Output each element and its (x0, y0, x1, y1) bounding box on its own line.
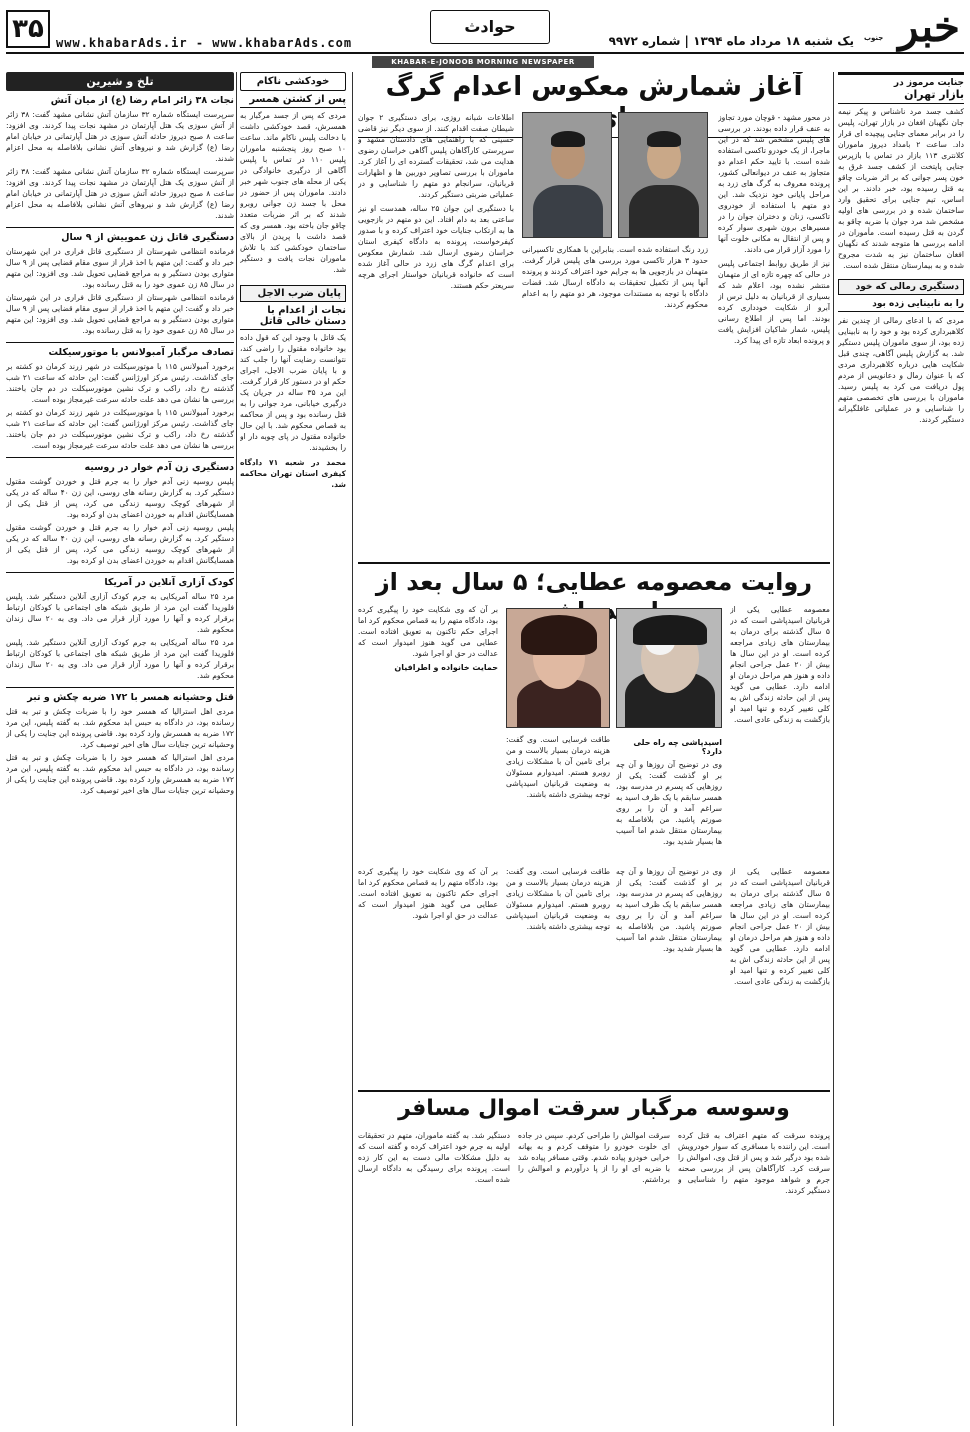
lead-body-b: اطلاعات شبانه روزی، برای دستگیری ۲ جوان شیطان صفت اقدام کنند. از سوی دیگر نیز قاضی حسینی که با راهنمایی های دادستان مشهد و سرپرستی کارآگاهان پلیس آگاهی خراسان رضوی هدایت می شد، تحقیقات گسترده ای را آغاز کرد. ماموران با بررسی تصاویر دوربین ها و اظهارات قربانیان، سرانجام دو متهم را شناسایی و در عملیاتی ضربتی دستگیر کردند. (358, 113, 514, 199)
left-item-body: فرمانده انتظامی شهرستان از دستگیری قاتل فراری در این شهرستان خبر داد و گفت: این متهم با اخذ قرار از سوی مقام قضایی پس از ۹ سال متواری بودن دستگیر و به مراجع قضایی تحویل شد. وی افزود: این متهم در سال ۸۵ زن عموی خود را به قتل رسانده بود. (6, 247, 234, 289)
logo-word: خبر (898, 2, 960, 51)
newspaper-logo (860, 4, 964, 54)
site-url[interactable]: www.khabarAds.ir - www.khabarAds.com (56, 36, 353, 50)
third-headline: وسوسه مرگبار سرقت اموال مسافر (398, 1096, 790, 1121)
victim-photo-1 (616, 608, 722, 728)
mid-inset: محمد در شعبه ۷۱ دادگاه کیفری استان تهران محاکمه شد. (240, 458, 346, 489)
left-brand: تلخ و شیرین (6, 72, 234, 91)
left-item-body: سرپرست ایستگاه شماره ۳۲ سازمان آتش نشانی مشهد گفت: ۳۸ زائر از آتش سوزی یک هتل آپارتمان در مشهد نجات پیدا کردند. وی افزود: ساعت ۸ صبح دیروز حادثه آتش سوزی در هتل آپارتمانی در خیابان امام رضا (ع) گزارش شد و نیروهای آتش نشانی بلافاصله به محل اعزام شدند. (6, 110, 234, 163)
lead-story (358, 72, 830, 560)
second-story-continued (358, 866, 830, 1088)
lead-body-a: در محور مشهد - قوچان مورد تجاوز به عنف قرار داده بودند. در بررسی های پلیس مشخص شد که در این ماجرا، از یک خودرو تاکسی استفاده شده است. با تایید حکم اعدام دو متجاوز به عنف در دیوانعالی کشور، پرونده معروف به گرگ های زرد به مراحل پایانی خود نزدیک شد. این دو متهم با استفاده از خودروی تاکسی، زنان و دختران جوان را در مسیرهای برون شهری سوار کرده و پس از انتقال به مکانی خلوت آنها را مورد آزار قرار می دادند. (718, 113, 830, 254)
left-item-title: قتل وحشیانه همسر با ۱۷۲ ضربه چکش و تبر (6, 687, 234, 703)
mid-kicker-2: پایان ضرب الاجل (240, 285, 346, 302)
second-continued-col-4: بر آن که وی شکایت خود را پیگیری کرده بود، دادگاه متهم را به قصاص محکوم کرد اما اجرای حکم تاکنون به تعویق افتاده است. عطایی می گوید هنوز امیدوار است که عدالت در حق او اجرا شود. (358, 867, 498, 920)
third-story (358, 1090, 830, 1426)
right-body: کشف جسد مرد ناشناس و پیکر نیمه جان نگهبان افغان در بازار تهران، پلیس را در برابر معمای جنایی پیچیده ای قرار داد. ساعت ۲ بامداد دیروز ماموران کلانتری ۱۱۳ بازار در تماس با بازپرس جنایی پایتخت از کشف جسد غرق به خون پسر جوانی که بر اثر ضربات چاقو به قتل رسیده بود، خبر دادند. بر این اساس، تیم جنایی برای تحقیق وارد ساختمان شده و در بررسی های اولیه مشخص شد مرد جوان با ضربه چاقو به گردن به قتل رسیده است. مأموران در ادامه بررسی ها متوجه شدند که نگهبان افغان ساختمان نیز به شدت مجروح شده و به بیمارستان منتقل شده است. (838, 107, 964, 270)
left-item-body-continued: مرد ۲۵ ساله آمریکایی به جرم کودک آزاری آنلاین دستگیر شد. پلیس فلوریدا گفت این مرد از طریق شبکه های اجتماعی با کودکان ارتباط برقرار کرده و آنها را مورد آزار قرار می داد. وی به ۲۰ سال زندان محکوم شد. (6, 638, 234, 680)
right-title: بازار تهران (838, 88, 964, 104)
suspect-photo-2 (522, 112, 612, 238)
left-item-title: نجات ۳۸ زائر امام رضا (ع) از میان آتش (50, 95, 234, 106)
third-body-a: پرونده سرقت که متهم اعتراف به قتل کرده است. این راننده با مسافری که سوار خودرویش شده بود درگیر شد و پس از قتل وی، اموالش را سرقت کرد. کارآگاهان پس از بررسی صحنه جرم و شواهد موجود متهم را شناسایی و دستگیر کردند. (678, 1131, 830, 1195)
left-item-body: پلیس روسیه زنی آدم خوار را به جرم قتل و خوردن گوشت مقتول دستگیر کرد. به گزارش رسانه های روسی، این زن ۴۰ ساله که در یکی از شهرهای کوچک روسیه زندگی می کرد، پس از قتل یکی از همسایگانش اقدام به خوردن اعضای بدن او کرده بود. (6, 477, 234, 519)
right-second-title: دستگیری رمالی که خود (838, 279, 964, 295)
logo-sub: جنوب (864, 34, 884, 42)
right-kicker: جنایت مرموز در (893, 78, 964, 88)
mid-body-2: یک قاتل با وجود این که قول داده بود خانواده مقتول را راضی کند، نتوانست رضایت آنها را جلب کند و با پایان ضرب الاجل، اجرای حکم او در دستور کار قرار گرفت. این مرد ۳۵ ساله در جریان یک درگیری خیابانی، مرد جوانی را به قتل رسانده بود و پس از محاکمه به قصاص محکوم شد. با این حال خانواده مقتول در پای چوبه دار او را بخشیدند. (240, 333, 346, 452)
issue-line: یک شنبه ۱۸ مرداد ماه ۱۳۹۴ | شماره ۹۹۷۲ (608, 34, 854, 48)
left-item-body-continued: سرپرست ایستگاه شماره ۳۲ سازمان آتش نشانی مشهد گفت: ۳۸ زائر از آتش سوزی یک هتل آپارتمان در مشهد نجات پیدا کردند. وی افزود: ساعت ۸ صبح دیروز حادثه آتش سوزی در هتل آپارتمانی در خیابان امام رضا (ع) گزارش شد و نیروهای آتش نشانی بلافاصله به محل اعزام شدند. (6, 167, 234, 220)
third-body-c: دستگیر شد. به گفته ماموران، متهم در تحقیقات اولیه به جرم خود اعتراف کرده و گفته است که به دلیل مشکلات مالی دست به این کار زده است. پرونده برای رسیدگی به دادگاه ارسال شده است. (358, 1131, 510, 1184)
second-body-c: طاقت فرسایی است. وی گفت: هزینه درمان بسیار بالاست و من برای تامین آن با مشکلات زیادی روبرو هستم. امیدوارم مسئولان به وضعیت قربانیان اسیدپاشی توجه بیشتری داشته باشند. (506, 735, 610, 799)
right-second-body: مردی که با ادعای رمالی از چندین نفر کلاهبرداری کرده بود و خود را به نابینایی زده بود، از سوی ماموران پلیس دستگیر شد. به گزارش پلیس آگاهی، چندی قبل شکایت هایی درباره کلاهبرداری مردی که با عنوان رمال و دعانویس از مردم پول دریافت می کرد به پلیس رسید. ماموران با بررسی های تخصصی متهم را شناسایی و در عملیاتی غافلگیرانه دستگیر کردند. (838, 316, 964, 424)
mid-column (240, 72, 346, 1426)
right-column (838, 72, 964, 1426)
column-rule (352, 72, 353, 1426)
left-item-title: دستگیری قاتل زن عموییش از ۹ سال (6, 227, 234, 243)
left-item-body-continued: پلیس روسیه زنی آدم خوار را به جرم قتل و خوردن گوشت مقتول دستگیر کرد. به گزارش رسانه های روسی، این زن ۴۰ ساله که در یکی از شهرهای کوچک روسیه زندگی می کرد، پس از قتل یکی از همسایگانش اقدام به خوردن اعضای بدن او کرده بود. (6, 523, 234, 565)
victim-photo-2 (506, 608, 610, 728)
lead-body-c: زرد رنگ استفاده شده است. بنابراین با همکاری تاکسیرانی حدود ۳ هزار تاکسی مورد بررسی های پلیس قرار گرفت. متهمان در بازجویی ها به جرایم خود اعتراف کردند و پرونده آنها پس از تکمیل تحقیقات به دادگاه ارسال شد. قضات دادگاه با توجه به مستندات موجود، هر دو متهم را به اعدام محکوم کردند. (522, 245, 708, 309)
lead-body-e: نیز از طریق روابط اجتماعی پلیس در حالی که چهره تازه ای از متهمان منتشر نشده بود، اعلام شد که بسیاری از قربانیان به دلیل ترس از آبرو از شکایت خودداری کرده بودند. اما پس از اطلاع رسانی پلیس، شمار شاکیان افزایش یافت و پرونده ابعاد تازه ای پیدا کرد. (718, 259, 830, 345)
second-body-b: وی در توضیح آن روزها و آن چه بر او گذشت گفت: یکی از روزهایی که پسرم در مدرسه بود، همسر سابقم با یک ظرف اسید به سراغم آمد و آن را بر روی صورتم پاشید. من بلافاصله به بیمارستان منتقل شدم اما آسیب ها بسیار شدید بود. (616, 760, 722, 846)
inset-title-a: اسیدپاشی چه راه حلی دارد؟ (633, 738, 722, 756)
third-body-b: سرقت اموالش را طراحی کردم. سپس در جاده ای خلوت خودرو را متوقف کردم و به بهانه خرابی خودرو پیاده شدم. وقتی مسافر پیاده شد با ضربه ای او را از پا درآوردم و اموالش را برداشتم. (518, 1131, 670, 1184)
section-title: حوادث (430, 10, 550, 44)
left-item-body-continued: برخورد آمبولانس ۱۱۵ با موتورسیکلت در شهر زرند کرمان دو کشته بر جای گذاشت. رئیس مرکز اورژانس گفت: این حادثه که ساعت ۲۱ شب گذشته رخ داد، راکب و ترک نشین موتورسیکلت در دم جان باختند. بررسی ها نشان می دهد علت حادثه سرعت غیرمجاز بوده است. (6, 408, 234, 450)
mid-kicker: خودکشی ناکام (240, 72, 346, 91)
left-item-body: مرد ۲۵ ساله آمریکایی به جرم کودک آزاری آنلاین دستگیر شد. پلیس فلوریدا گفت این مرد از طریق شبکه های اجتماعی با کودکان ارتباط برقرار کرده و آنها را مورد آزار قرار می داد. وی به ۲۰ سال زندان محکوم شد. (6, 592, 234, 634)
second-story (358, 562, 830, 864)
masthead (6, 4, 964, 54)
left-item-body: مردی اهل استرالیا که همسر خود را با ضربات چکش و تبر به قتل رسانده بود، در دادگاه به حبس ابد محکوم شد. به گفته پلیس، این مرد ۱۷۲ ضربه به همسرش وارد کرده بود. قاضی پرونده این جنایت را یکی از وحشیانه ترین جنایات سال های اخیر توصیف کرد. (6, 707, 234, 749)
lead-headline: آغاز شمارش معکوس اعدام گرگ (385, 72, 803, 102)
second-continued-col-3: طاقت فرسایی است. وی گفت: هزینه درمان بسیار بالاست و من برای تامین آن با مشکلات زیادی روبرو هستم. امیدوارم مسئولان به وضعیت قربانیان اسیدپاشی توجه بیشتری داشته باشند. (506, 867, 610, 931)
left-item-title: کودک آزاری آنلاین در آمریکا (6, 572, 234, 588)
second-body-a: معصومه عطایی یکی از قربانیان اسیدپاشی است که در ۵ سال گذشته برای درمان به بیمارستان های زیادی مراجعه کرده است. او در این سال ها بیش از ۲۰ عمل جراحی انجام داده و هنوز هم مراحل درمان او ادامه دارد. عطایی می گوید پس از این حادثه زندگی اش به کلی تغییر کرده و تنها امید او بازگشت به زندگی عادی است. (730, 605, 830, 724)
left-item-body-continued: مردی اهل استرالیا که همسر خود را با ضربات چکش و تبر به قتل رسانده بود، در دادگاه به حبس ابد محکوم شد. به گفته پلیس، این مرد ۱۷۲ ضربه به همسرش وارد کرده بود. قاضی پرونده این جنایت را یکی از وحشیانه ترین جنایات سال های اخیر توصیف کرد. (6, 753, 234, 795)
mid-body: مردی که پس از جسد مرگبار به همسرش، قصد خودکشی داشت با دخالت پلیس ناکام ماند. ساعت ۱۰ صبح روز پنجشنبه ماموران پلیس ۱۱۰ در تماس با پلیس آگاهی از درگیری خانوادگی در یکی از محله های جنوب شهر خبر دادند. ماموران پس از حضور در محل با جسد زن جوانی روبرو شدند که بر اثر ضربات متعدد چاقو جان باخته بود. همسر وی که قصد داشت با پریدن از بالای ساختمان خودکشی کند با تلاش ماموران نجات یافت و دستگیر شد. (240, 111, 346, 274)
column-rule (236, 72, 237, 1426)
mid-title: پس از کشتن همسر (240, 94, 346, 108)
left-item-body: برخورد آمبولانس ۱۱۵ با موتورسیکلت در شهر زرند کرمان دو کشته بر جای گذاشت. رئیس مرکز اورژانس گفت: این حادثه که ساعت ۲۱ شب گذشته رخ داد، راکب و ترک نشین موتورسیکلت در دم جان باختند. بررسی ها نشان می دهد علت حادثه سرعت غیرمجاز بوده است. (6, 362, 234, 404)
left-column (6, 72, 234, 1426)
second-body-d: بر آن که وی شکایت خود را پیگیری کرده بود، دادگاه متهم را به قصاص محکوم کرد اما اجرای حکم تاکنون به تعویق افتاده است. عطایی می گوید هنوز امیدوار است که عدالت در حق او اجرا شود. (358, 605, 498, 658)
inset-title-b: حمایت خانواده و اطرافیان (394, 663, 498, 672)
lead-body-d: با دستگیری این جوان ۲۵ ساله، همدست او نیز ساعتی بعد به دام افتاد. این دو متهم در بازجویی ها به ارتکاب جنایات خود اعتراف کرده و با صدور کیفرخواست، پرونده به دادگاه کیفری استان خراسان رضوی ارسال شد. شمارش معکوس برای اعدام گرگ های زرد در حالی آغاز شده است که خانواده قربانیان خواستار اجرای هرچه سریعتر حکم هستند. (358, 204, 514, 290)
left-item-title: تصادف مرگبار آمبولانس با موتورسیکلت (6, 342, 234, 358)
page-number: ۳۵ (6, 10, 50, 48)
column-rule (833, 72, 834, 1426)
right-second-sub: را به نابینایی زده بود (838, 299, 964, 312)
second-continued-col-2: وی در توضیح آن روزها و آن چه بر او گذشت گفت: یکی از روزهایی که پسرم در مدرسه بود، همسر سابقم با یک ظرف اسید به سراغم آمد و آن را بر روی صورتم پاشید. من بلافاصله به بیمارستان منتقل شدم اما آسیب ها بسیار شدید بود. (616, 867, 722, 953)
left-item-body-continued: فرمانده انتظامی شهرستان از دستگیری قاتل فراری در این شهرستان خبر داد و گفت: این متهم با اخذ قرار از سوی مقام قضایی پس از ۹ سال متواری بودن دستگیر و به مراجع قضایی تحویل شد. وی افزود: این متهم در سال ۸۵ زن عموی خود را به قتل رسانده بود. (6, 293, 234, 335)
mid-title-2: نجات از اعدام با دستان خالی قاتل (240, 305, 346, 330)
suspect-photo-1 (618, 112, 708, 238)
english-band: KHABAR-E-JONOOB MORNING NEWSPAPER (372, 56, 594, 68)
second-headline: روایت معصومه عطایی؛ ۵ سال بعد از (375, 568, 813, 596)
left-item-title: دستگیری زن آدم خوار در روسیه (6, 457, 234, 473)
second-continued-col-1: معصومه عطایی یکی از قربانیان اسیدپاشی است که در ۵ سال گذشته برای درمان به بیمارستان های زیادی مراجعه کرده است. او در این سال ها بیش از ۲۰ عمل جراحی انجام داده و هنوز هم مراحل درمان او ادامه دارد. عطایی می گوید پس از این حادثه زندگی اش به کلی تغییر کرده و تنها امید او بازگشت به زندگی عادی است. (730, 867, 830, 986)
